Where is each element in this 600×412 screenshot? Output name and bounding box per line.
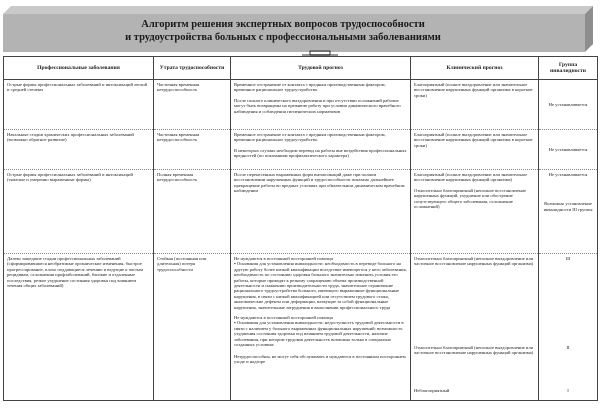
header-diseases: Профессиональные заболевания <box>4 57 154 80</box>
loss-cell: Частичная временная нетрудоспособность <box>154 130 231 170</box>
header-clinical-prognosis: Клинический прогноз <box>411 57 539 80</box>
clinical-text: Относительно благоприятный (неполное выздоровление или частичное восстановление нарушенных функций организма) <box>414 256 534 267</box>
labor-cell <box>231 254 411 401</box>
banner-title-line2: и трудоустройства больных с профессиональными заболеваниями <box>125 32 441 43</box>
labor-text: После полного клинического выздоровления и при отсутствии осложнений рабочие могут быть возвращены на прежнюю работу при условии динамического врачебного наблюдения и соблюдения гигиенических нормативов <box>234 97 401 114</box>
clinical-cell: Благоприятный (полное выздоровление или значительное восстановление нарушенных функций организма в короткие сроки) <box>411 130 539 170</box>
title-banner <box>3 6 585 52</box>
header-disability-group: Группа инвалидности <box>539 57 598 80</box>
header-loss: Утрата трудоспособности <box>154 57 231 80</box>
labor-cell <box>231 80 411 130</box>
loss-cell: Стойкая (постоянная или длительная) потеря трудоспособности <box>154 254 231 401</box>
group-cell <box>539 170 598 254</box>
labor-text: После перенесенных выраженных форм интоксикаций даже при полном восстановлении нарушенных функций и трудоспособности показано дальнейшее прекращение работы во вредных условиях при обязательном динамическом врачебном наблюдении <box>234 172 405 194</box>
table-row <box>4 130 598 170</box>
labor-cell <box>231 170 411 254</box>
labor-head: Не нуждаются в постоянной посторонней помощи <box>234 256 333 261</box>
clinical-text: Относительно благоприятный (неполное выздоровление или частичное восстановление нарушенных функций организма) <box>414 345 534 356</box>
clinical-cell: Благоприятный (полное выздоровление или значительное восстановление нарушенных функций организма в короткие сроки) <box>411 80 539 130</box>
group-cell <box>539 130 598 170</box>
labor-bullet: ▪ Основания для установления инвалидности: необходимость в переводе больного на другую работу более низкой квалификации вследствие имеющегося у него заболевания, необходимость по состоянию здоровья больного значительно изменить условия его работы, которые приводят к резкому сокращению объема производственной деятельности и снижению производительности труда, значительное ограничение рационального трудоустройства больного, имеющего выраженные функциональные нарушения, в связи с низкой квалификацией или отсутствием трудового стажа, анатомические дефекты или деформации, влекущие за собой функциональные нарушения, значительные затруднения в выполнении профессионального труда <box>234 261 407 310</box>
group-cell <box>539 80 598 130</box>
table-row <box>4 170 598 254</box>
algorithm-table <box>3 56 598 401</box>
group-value: I <box>567 388 569 393</box>
table-header-row <box>4 57 598 80</box>
disease-cell: Начальные стадии хронических профессиональных заболеваний (возможно обратное развитие) <box>4 130 154 170</box>
table-row <box>4 80 598 130</box>
group-value: III <box>565 256 571 261</box>
labor-head: Нетрудоспособны, не могут себя обслуживать и нуждаются в постоянном постороннем уходе и надзоре <box>234 353 406 364</box>
clinical-cell <box>411 170 539 254</box>
clinical-text: Относительно благоприятный (неполное восстановление нарушенных функций, ухудшение или обострение сопутствующего общего заболевания, осложнение осложнений) <box>414 187 527 210</box>
labor-text: Временное отстранение от контакта с вредным производственным фактором, временное рациональное трудоустройство. <box>234 82 386 93</box>
labor-text: В некоторых случаях необходим перевод на работы вне воздействия профессиональных вредностей (по показаниям профилактического характера) <box>234 147 407 159</box>
disease-cell: Острые формы профессиональных заболеваний и интоксикаций легкой и средней степени <box>4 80 154 130</box>
banner-title <box>3 18 563 44</box>
group-value: Не устанавливается <box>548 101 588 107</box>
group-cell <box>539 254 598 401</box>
table-row <box>4 254 598 401</box>
header-labor-prognosis: Трудовой прогноз <box>231 57 411 80</box>
group-value: Не устанавливается <box>548 146 588 152</box>
clinical-text: Благоприятный (полное выздоровление или значительное восстановление нарушенных функций организма) <box>414 172 528 183</box>
labor-text: Временное отстранение от контакта с вредным производственным фактором, временное рациональное трудоустройство. <box>234 132 386 143</box>
group-value: Возможно установление инвалидности III группы <box>543 201 593 212</box>
loss-cell: Полная временная нетрудоспособность <box>154 170 231 254</box>
disease-cell: Далеко зашедшие стадии профессиональных заболеваний (сформировавшиеся необратимые органические изменения, быстрое прогрессирование, плохо поддающиеся лечению и ведущие к частым рецидивам, осложнения профзаболеваний, близкие и отдаленные последствия, резкое ухудшение состояния здоровья под влиянием течения общих заболеваний) <box>4 254 154 401</box>
group-value: II <box>566 345 570 350</box>
labor-cell <box>231 130 411 170</box>
labor-bullet: ▪ Основания для установления инвалидности: недоступность трудовой деятельности в связи с наличием у больного выраженных функциональных нарушений; возможность ухудшения состояния здоровья под влиянием трудовой деятельности, наличие заболевания, при котором трудовая деятельность возможна только в специально созданных условиях <box>234 320 407 347</box>
clinical-cell <box>411 254 539 401</box>
loss-cell: Частичная временная нетрудоспособность <box>154 80 231 130</box>
disease-cell: Острые формы профессиональных заболеваний и интоксикаций (тяжелые и умеренно выраженные формы) <box>4 170 154 254</box>
clinical-text: Неблагоприятный <box>414 388 450 393</box>
labor-head: Не нуждаются в постоянной посторонней помощи <box>234 315 333 321</box>
banner-title-line1: Алгоритм решения экспертных вопросов трудоспособности <box>141 19 425 30</box>
group-value: Не устанавливается <box>548 172 588 177</box>
